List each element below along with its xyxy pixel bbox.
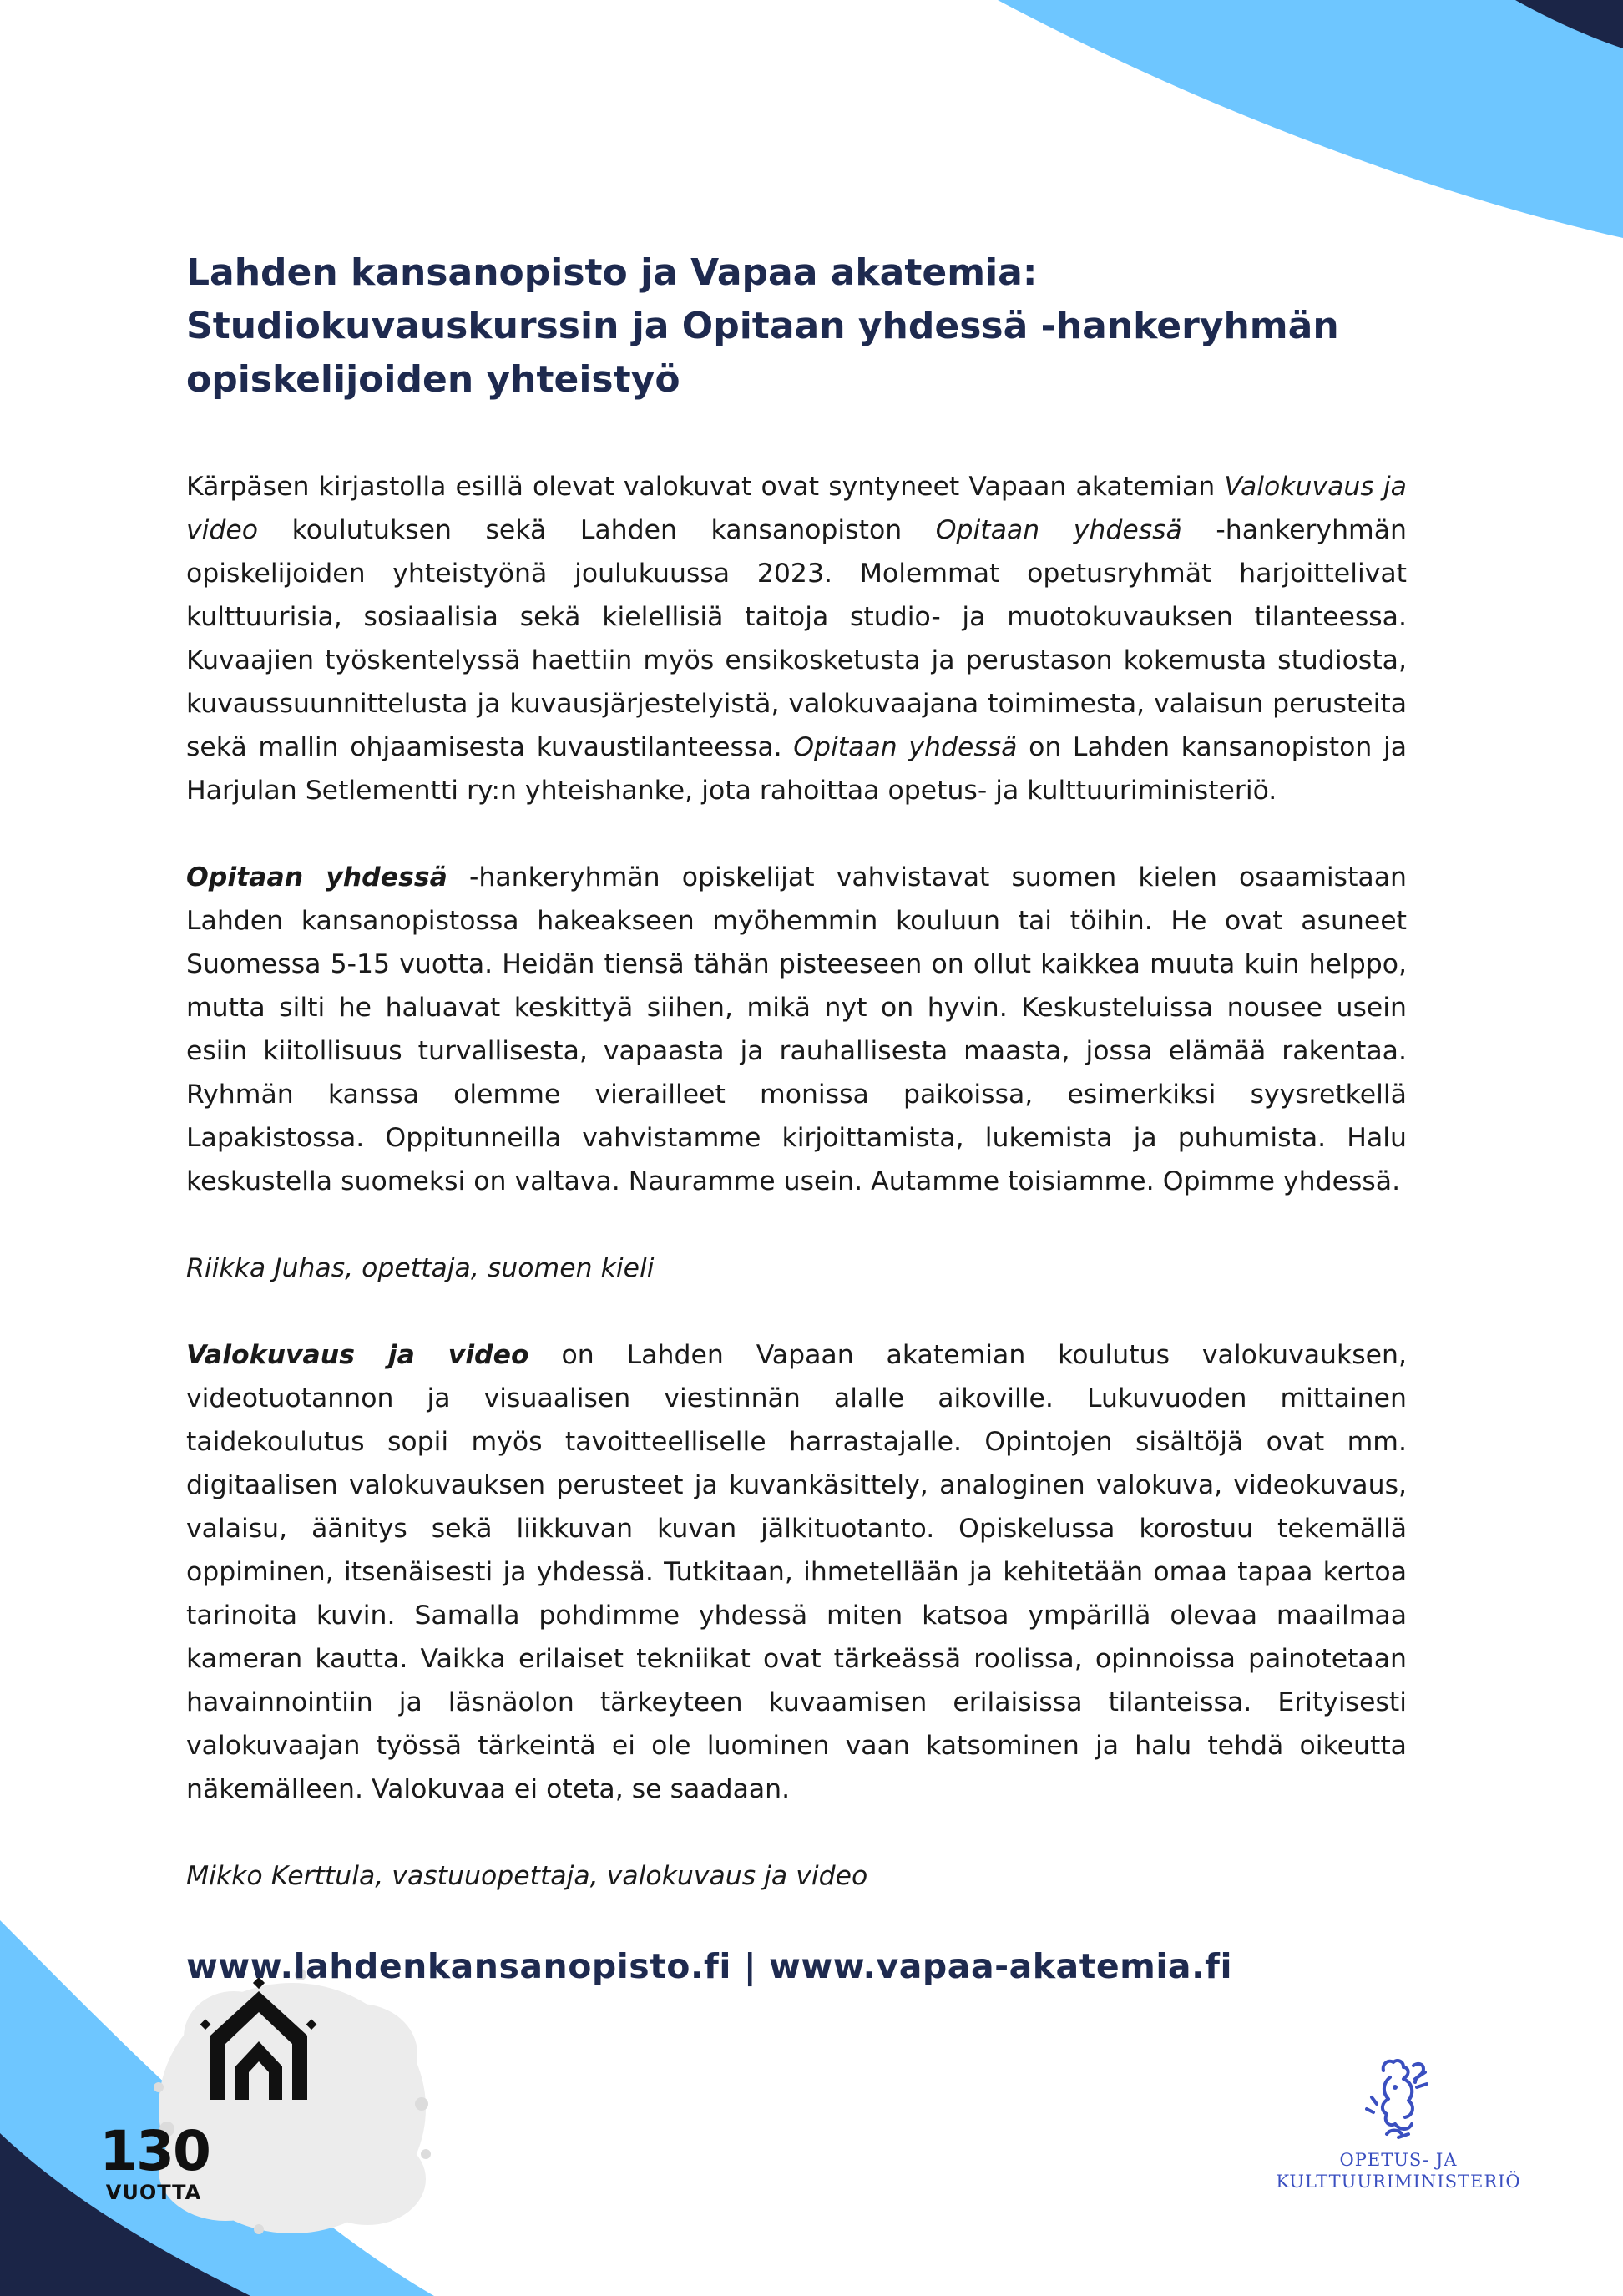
signature-riikka: Riikka Juhas, opettaja, suomen kieli [186, 1253, 655, 1283]
top-right-light-blue-swoosh [998, 0, 1623, 238]
badge-number: 130 [99, 2119, 210, 2183]
title-line-3: opiskelijoiden yhteistyö [186, 358, 680, 401]
title-line-2: Studiokuvauskurssin ja Opitaan yhdessä -hankeryhmän [186, 305, 1339, 347]
bold-italic-run: Opitaan yhdessä [186, 862, 447, 893]
lion-crest-icon [1365, 2054, 1432, 2146]
text-run: koulutuksen sekä Lahden kansanopiston [258, 515, 936, 545]
text-run: -hankeryhmän opiskelijoiden yhteistyönä joulukuussa 2023. Molemmat opetusryhmät harjoittelivat kulttuurisia, sosiaalisia sekä kielellisiä taitoja studio- ja muotokuvauksen tilanteessa. Kuvaajien työskentelyssä haettiin myös ensikosketusta ja perustason kokemusta studiosta, kuvaussuunnittelusta ja kuvausjärjestelyistä, valokuvaajana toimimesta, valaisun perusteita sekä mallin ohjaamisesta kuvaustilanteessa. [186, 515, 1407, 762]
paragraph-valokuvaus [186, 1333, 1407, 1811]
ministry-logo [1261, 2054, 1536, 2192]
paragraph-intro [186, 465, 1407, 812]
text-run: -hankeryhmän opiskelijat vahvistavat suomen kielen osaamistaan Lahden kansanopistossa hakeakseen myöhemmin kouluun tai töihin. He ovat asuneet Suomessa 5-15 vuotta. Heidän tiensä tähän pisteeseen on ollut kaikkea muuta kuin helppo, mutta silti he haluavat keskittyä siihen, mikä nyt on hyvin. Keskusteluissa nousee usein esiin kiitollisuus turvallisesta, vapaasta ja rauhallisesta maasta, jossa elämää rakentaa. Ryhmän kanssa olemme vierailleet monissa paikoissa, esimerkiksi syysretkellä Lapakistossa. Oppitunneilla vahvistamme kirjoittamista, lukemista ja puhumista. Halu keskustella suomeksi on valtava. Nauramme usein. Autamme toisiamme. Opimme yhdessä. [186, 862, 1407, 1196]
paragraph-opitaan-yhdessa [186, 856, 1407, 1203]
italic-run: Valokuvaus ja video [186, 472, 1407, 545]
bold-italic-run: Valokuvaus ja video [186, 1340, 529, 1370]
text-run: on Lahden Vapaan akatemian koulutus valokuvauksen, videotuotannon ja visuaalisen viestinnän alalle aikoville. Lukuvuoden mittainen taidekoulutus sopii myös tavoitteelliselle harrastajalle. Opintojen sisältöjä ovat mm. digitaalisen valokuvauksen perusteet ja kuvankäsittely, analoginen valokuva, videokuvaus, valaisu, äänitys sekä liikkuvan kuvan jälkituotanto. Opiskelussa korostuu tekemällä oppiminen, itsenäisesti ja yhdessä. Tutkitaan, ihmetellään ja kehitetään omaa tapaa kertoa tarinoita kuvin. Samalla pohdimme yhdessä miten katsoa ympärillä olevaa maailmaa kameran kautta. Vaikka erilaiset tekniikat ovat tärkeässä roolissa, opinnoissa painotetaan havainnointiin ja läsnäolon tärkeyteen kuvaamisen erilaisissa tilanteissa. Erityisesti valokuvaajan työssä tärkeintä ei ole luominen vaan katsominen ja halu tehdä oikeutta näkemälleen. Valokuvaa ei oteta, se saadaan. [186, 1340, 1407, 1804]
ministry-name-line2: KULTTUURIMINISTERIÖ [1276, 2172, 1521, 2192]
italic-run: Opitaan yhdessä [793, 732, 1018, 762]
text-run: Kärpäsen kirjastolla esillä olevat valokuvat ovat syntyneet Vapaan akatemian [186, 472, 1225, 502]
italic-run: Opitaan yhdessä [935, 515, 1182, 545]
text-run: on Lahden kansanopiston ja Harjulan Setlementti ry:n yhteishanke, jota rahoittaa opetus- ja kulttuuriministeriö. [186, 732, 1408, 806]
document-title [186, 246, 1407, 407]
badge-word: VUOTTA [105, 2181, 202, 2204]
website-links[interactable]: www.lahdenkansanopisto.fi | www.vapaa-akatemia.fi [186, 1946, 1233, 1986]
signature-mikko: Mikko Kerttula, vastuuopettaja, valokuvaus ja video [186, 1861, 868, 1891]
title-line-1: Lahden kansanopisto ja Vapaa akatemia: [186, 251, 1038, 294]
document-body [186, 246, 1407, 1991]
ministry-name-line1: OPETUS- JA [1339, 2150, 1458, 2170]
